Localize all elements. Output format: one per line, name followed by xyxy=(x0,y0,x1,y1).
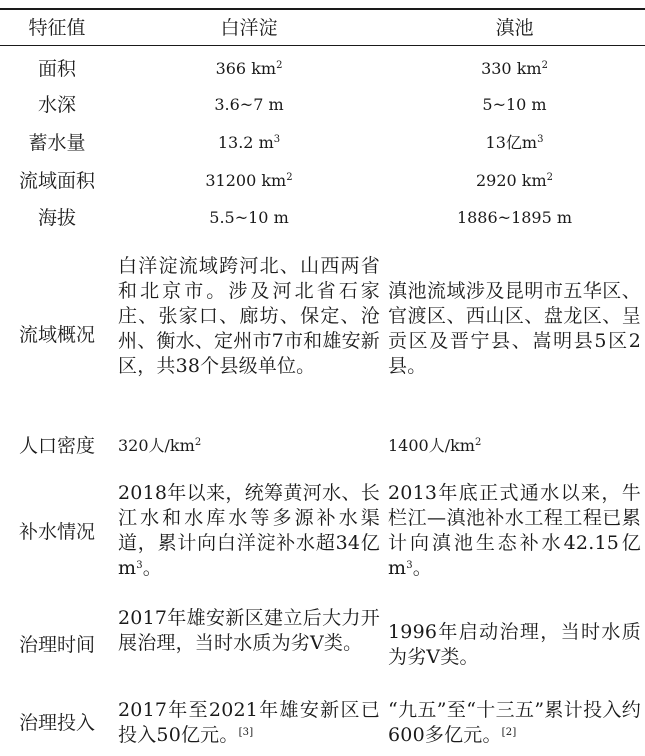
row-label: 治理投入 xyxy=(18,712,95,734)
table-header-rule xyxy=(0,45,645,46)
row-label: 治理时间 xyxy=(18,634,95,656)
dianchi-investment: “九五”至“十三五”累计投入约600多亿元。[2] xyxy=(388,699,641,746)
row-label: 面积 xyxy=(37,58,76,80)
dianchi-governance-time: 1996年启动治理，当时水质为劣V类。 xyxy=(388,621,641,668)
table-row xyxy=(0,205,645,231)
header-feature: 特征值 xyxy=(28,17,86,39)
table-row xyxy=(0,56,645,82)
table-row xyxy=(0,698,645,750)
dianchi-value: 2920 $km^2$ xyxy=(475,171,554,190)
row-label: 人口密度 xyxy=(18,435,95,457)
row-label: 补水情况 xyxy=(18,521,95,543)
dianchi-value: 1886~1895 m xyxy=(456,208,573,227)
dianchi-value: 13亿$m^3$ xyxy=(485,133,544,152)
header-dianchi: 滇池 xyxy=(495,17,534,39)
dianchi-value: 1400人$/km^2$ xyxy=(388,436,482,455)
row-label: 流域面积 xyxy=(18,170,95,192)
dianchi-value: 330 $km^2$ xyxy=(481,59,548,78)
table-top-rule xyxy=(0,8,645,10)
table-row xyxy=(0,433,645,459)
table-row xyxy=(0,130,645,156)
baiyangdian-replenishment: 2018年以来，统筹黄河水、长江水和水库水等多源补水渠道，累计向白洋淀补水超34亿$m^3$。 xyxy=(118,482,380,579)
table-row xyxy=(0,254,645,414)
baiyangdian-value: 13.2 $m^3$ xyxy=(217,133,281,152)
header-baiyangdian: 白洋淀 xyxy=(220,17,278,39)
row-label: 流域概况 xyxy=(18,324,95,346)
baiyangdian-governance-time: 2017年雄安新区建立后大力开展治理，当时水质为劣V类。 xyxy=(118,607,380,654)
table-header-row xyxy=(0,12,645,44)
dianchi-replenishment: 2013年底正式通水以来，牛栏江—滇池补水工程工程已累计向滇池生态补水42.15亿$m^3$。 xyxy=(388,482,641,579)
baiyangdian-value: 5.5~10 m xyxy=(209,208,289,227)
table-row xyxy=(0,481,645,585)
table-row xyxy=(0,606,645,684)
row-label: 蓄水量 xyxy=(28,132,86,154)
baiyangdian-value: 31200 $km^2$ xyxy=(205,171,293,190)
row-label: 海拔 xyxy=(37,207,76,229)
baiyangdian-value: 366 $km^2$ xyxy=(215,59,283,78)
table-row xyxy=(0,92,645,118)
baiyangdian-investment: 2017年至2021年雄安新区已投入50亿元。[3] xyxy=(118,699,380,746)
baiyangdian-value: 320人$/km^2$ xyxy=(118,436,202,455)
dianchi-value: 5~10 m xyxy=(482,95,547,114)
baiyangdian-value: 3.6~7 m xyxy=(214,95,284,114)
dianchi-overview: 滇池流域涉及昆明市五华区、官渡区、西山区、盘龙区、呈贡区及晋宁县、嵩明县5区2县。 xyxy=(388,280,641,377)
baiyangdian-overview: 白洋淀流域跨河北、山西两省和北京市。涉及河北省石家庄、张家口、廊坊、保定、沧州、衡水、定州市7市和雄安新区，共38个县级单位。 xyxy=(118,255,380,377)
row-label: 水深 xyxy=(37,94,76,116)
table-row xyxy=(0,168,645,194)
